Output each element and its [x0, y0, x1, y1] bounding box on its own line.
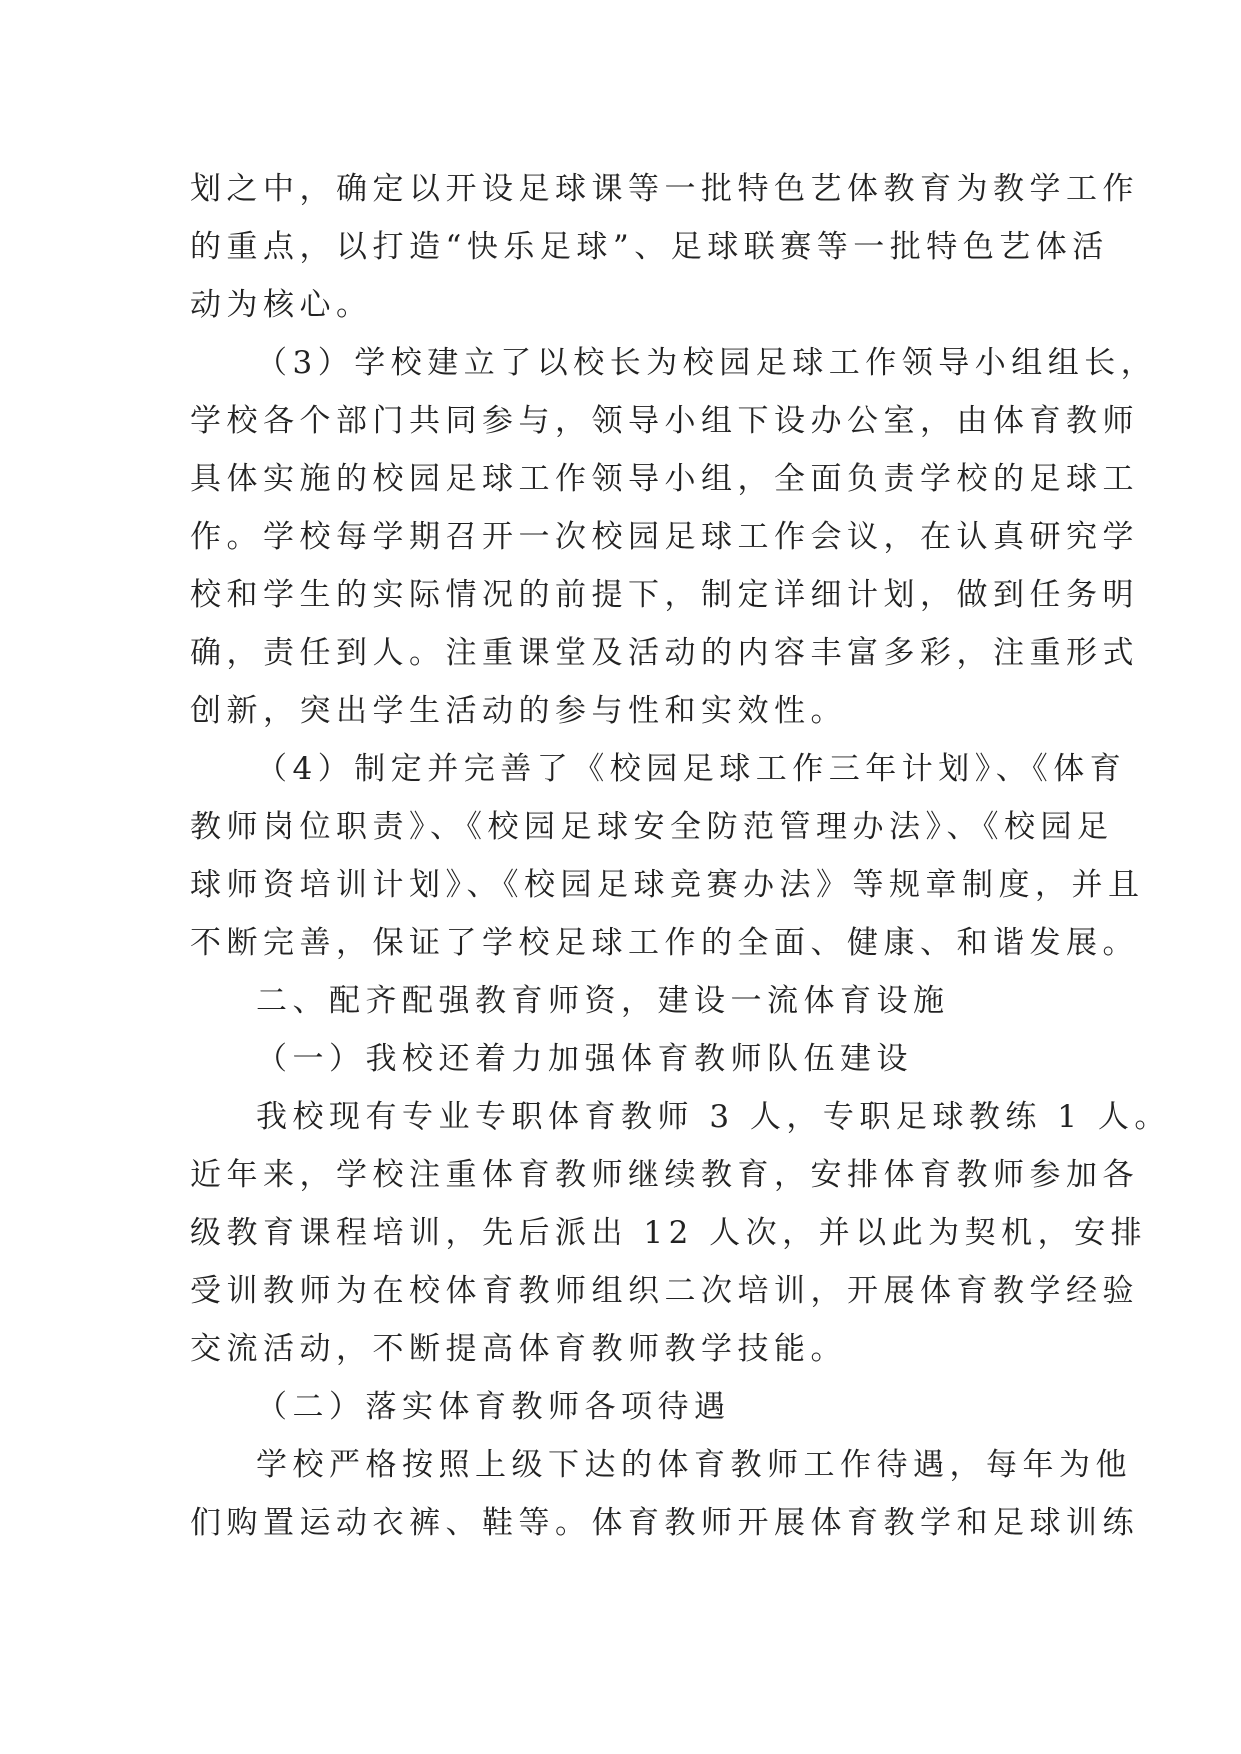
- text-line: 级教育课程培训，先后派出 12 人次，并以此为契机，安排: [190, 1215, 1148, 1251]
- text-line: （4）制定并完善了《校园足球工作三年计划》、《体育: [256, 751, 1127, 787]
- text-line: 球师资培训计划》、《校园足球竞赛办法》等规章制度，并且: [190, 867, 1145, 903]
- text-line: 学校严格按照上级下达的体育教师工作待遇，每年为他: [256, 1447, 1132, 1483]
- text-line: 创新，突出学生活动的参与性和实效性。: [190, 693, 847, 729]
- text-line: 不断完善，保证了学校足球工作的全面、健康、和谐发展。: [190, 925, 1139, 961]
- text-line: 二、配齐配强教育师资，建设一流体育设施: [256, 983, 950, 1019]
- text-line: 确，责任到人。注重课堂及活动的内容丰富多彩，注重形式: [190, 635, 1139, 671]
- text-line: 校和学生的实际情况的前提下，制定详细计划，做到任务明: [190, 577, 1139, 613]
- text-line: 们购置运动衣裤、鞋等。体育教师开展体育教学和足球训练: [190, 1505, 1139, 1541]
- text-line: （3）学校建立了以校长为校园足球工作领导小组组长，: [256, 345, 1158, 381]
- document-body: [190, 160, 1171, 1552]
- text-line: 划之中，确定以开设足球课等一批特色艺体教育为教学工作: [190, 171, 1139, 207]
- text-line: 受训教师为在校体育教师组织二次培训，开展体育教学经验: [190, 1273, 1139, 1309]
- text-line: 教师岗位职责》、《校园足球安全防范管理办法》、《校园足: [190, 809, 1114, 845]
- text-line: 作。学校每学期召开一次校园足球工作会议，在认真研究学: [190, 519, 1139, 555]
- text-line: （一）我校还着力加强体育教师队伍建设: [256, 1041, 913, 1077]
- text-line: 的重点，以打造“快乐足球”、足球联赛等一批特色艺体活: [190, 229, 1109, 265]
- text-line: 动为核心。: [190, 287, 373, 323]
- text-line: （二）落实体育教师各项待遇: [256, 1389, 731, 1425]
- text-line: 交流活动，不断提高体育教师教学技能。: [190, 1331, 847, 1367]
- text-line: 学校各个部门共同参与，领导小组下设办公室，由体育教师: [190, 403, 1139, 439]
- text-line: 具体实施的校园足球工作领导小组，全面负责学校的足球工: [190, 461, 1139, 497]
- text-line: 近年来，学校注重体育教师继续教育，安排体育教师参加各: [190, 1157, 1139, 1193]
- text-line: 我校现有专业专职体育教师 3 人，专职足球教练 1 人。: [256, 1099, 1171, 1135]
